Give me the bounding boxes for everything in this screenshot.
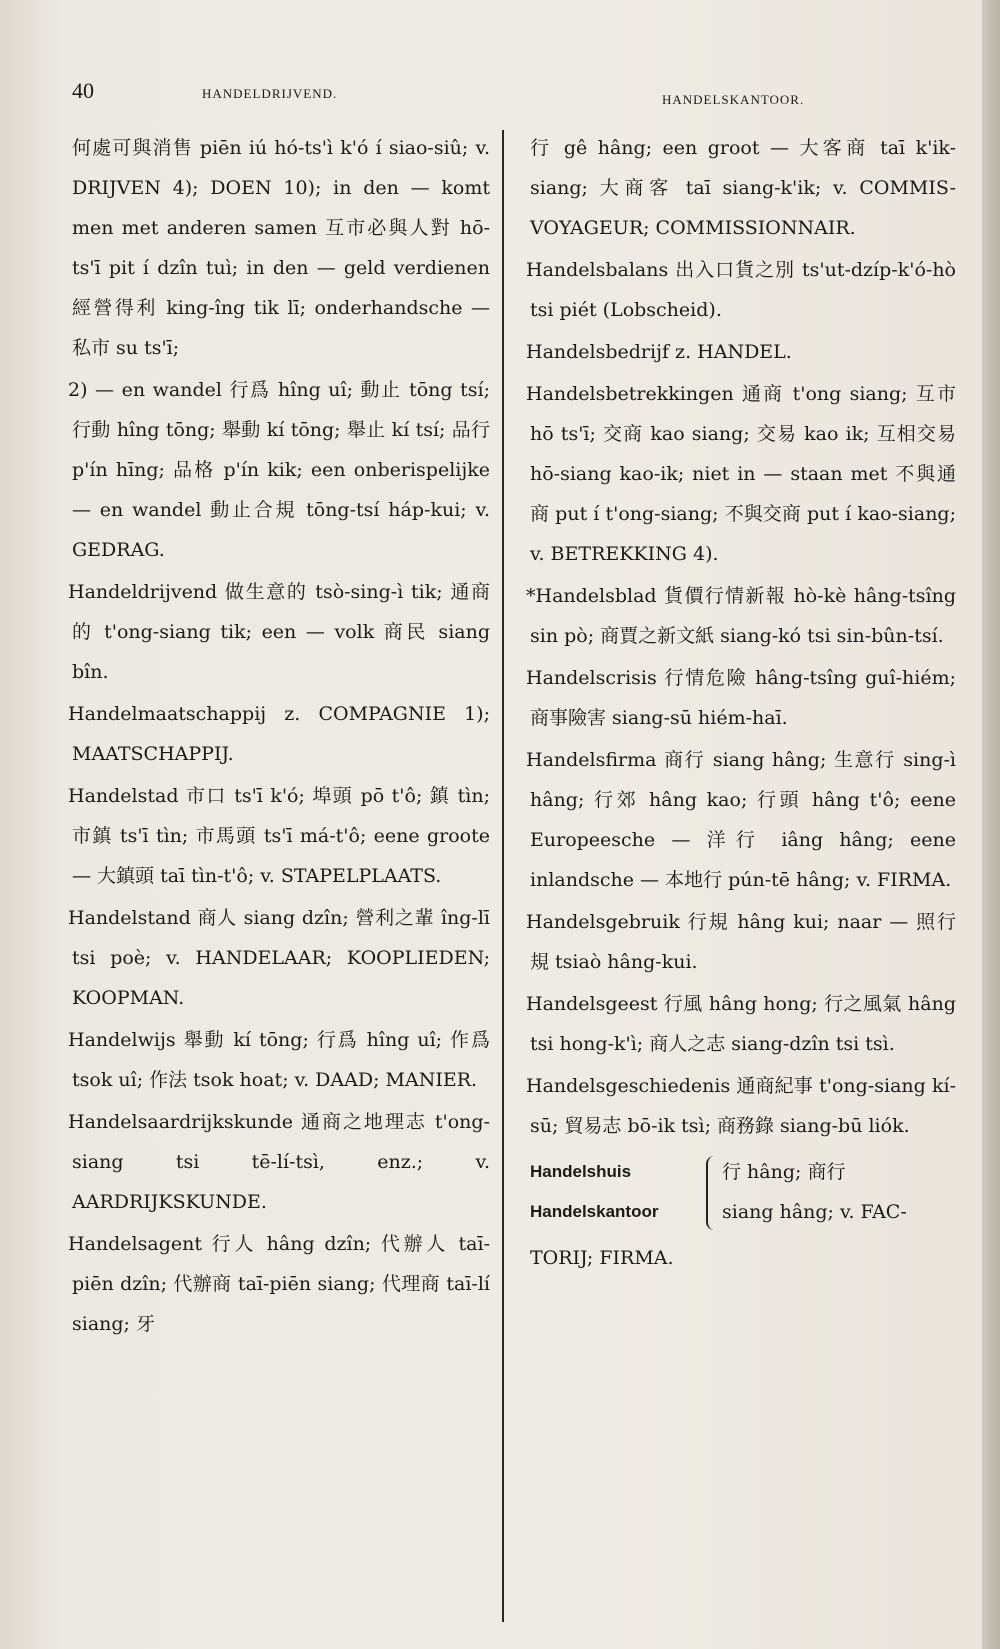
page-header [72,78,872,108]
entry-handelsbedrijf: Handelsbedrijf z. HANDEL. [526,341,792,363]
entry-handelscrisis: Handelscrisis 行情危險 hâng-tsîng guî-hiém; 商事險害 siang-sū hiém-haī. [526,667,956,729]
right-column [526,128,956,1280]
entry-handelsbetrekkingen: Handelsbetrekkingen 通商 t'ong siang; 互市 hō ts'ī; 交商 kao siang; 交易 kao ik; 互相交易 hō-siang kao-ik; niet in — staan met 不與通商 put í t'ong-siang; 不與交商 put í kao-siang; v. BETREKKING 4). [526,383,956,565]
headword-handelskantoor: Handelskantoor [530,1202,659,1221]
entry-handelskantoor-continued: TORIJ; FIRMA. [530,1247,674,1269]
entry-handelsagent: Handelsagent 行人 hâng dzîn; 代辦人 taī-piēn dzîn; 代辦商 taī-piēn siang; 代理商 taī-lí siang; 牙 [68,1233,490,1335]
entry-handel-wandel: 2) — en wandel 行爲 hîng uî; 動止 tōng tsí; 行動 hîng tōng; 舉動 kí tōng; 舉止 kí tsí; 品行 p'ín hīng; 品格 p'ín kik; een onberispelijke — en wandel 動止合規 tōng-tsí háp-kui; v. GEDRAG. [68,379,490,561]
entry-handelsaardrijkskunde: Handelsaardrijkskunde 通商之地理志 t'ong-siang tsi tē-lí-tsì, enz.; v. AARDRIJKSKUNDE. [68,1111,490,1213]
book-spine-shadow [982,0,1000,1649]
header-left-title: HANDELDRIJVEND. [202,86,338,101]
entry-handelsgeschiedenis: Handelsgeschiedenis 通商紀事 t'ong-siang kí-sū; 貿易志 bō-ik tsì; 商務錄 siang-bū liók. [526,1075,956,1137]
entry-handelsblad: *Handelsblad 貨價行情新報 hò-kè hâng-tsîng sin pò; 商賈之新文紙 siang-kó tsi sin-bûn-tsí. [526,585,956,647]
brace-definition-line-2: siang hâng; v. FAC- [722,1201,907,1223]
header-right-title: HANDELSKANTOOR. [662,92,805,107]
entry-handelsfirma: Handelsfirma 商行 siang hâng; 生意行 sing-ì hâng; 行郊 hâng kao; 行頭 hâng t'ô; eene Europeesche — 洋行 iâng hâng; eene inlandsche — 本地行 pún-tē hâng; v. FIRMA. [526,749,956,891]
entry-handelsbalans: Handelsbalans 出入口貨之別 ts'ut-dzíp-k'ó-hò tsi piét (Lobscheid). [526,259,956,321]
entry-handelmaatschappij: Handelmaatschappij z. COMPAGNIE 1); MAATSCHAPPIJ. [68,703,490,765]
entry-handelstad: Handelstad 市口 ts'ī k'ó; 埠頭 pō t'ô; 鎮 tìn; 市鎮 ts'ī tìn; 市馬頭 ts'ī má-t'ô; eene groote — 大鎮頭 taī tìn-t'ô; v. STAPELPLAATS. [68,785,490,887]
brace-definition-line-1: 行 hâng; 商行 [722,1161,846,1183]
entry-handelwijs: Handelwijs 舉動 kí tōng; 行爲 hîng uî; 作爲 tsok uî; 作法 tsok hoat; v. DAAD; MANIER. [68,1029,490,1091]
entry-handelsgeest: Handelsgeest 行風 hâng hong; 行之風氣 hâng tsi hong-k'ì; 商人之志 siang-dzîn tsi tsì. [526,993,956,1055]
entry-handelstand: Handelstand 商人 siang dzîn; 營利之輩 îng-lī tsi poè; v. HANDELAAR; KOOPLIEDEN; KOOPMAN. [68,907,490,1009]
left-column [68,128,490,1346]
column-divider [502,130,504,1622]
entry-handelsagent-continued: 行 gê hâng; een groot — 大客商 taī k'ik-siang; 大商客 taī siang-k'ik; v. COMMIS-VOYAGEUR; COMMISSIONNAIR. [530,137,956,239]
entry-handelsgebruik: Handelsgebruik 行規 hâng kui; naar — 照行規 tsiaò hâng-kui. [526,911,956,973]
entry-handelshuis-handelskantoor [530,1152,956,1238]
page-number: 40 [72,78,94,103]
brace-bracket [706,1156,718,1230]
entry-handeldrijvend: Handeldrijvend 做生意的 tsò-sing-ì tik; 通商的 t'ong-siang tik; een — volk 商民 siang bîn. [68,581,490,683]
entry-handel-continued: 何處可與消售 piēn iú hó-ts'ì k'ó í siao-siû; v. DRIJVEN 4); DOEN 10); in den — komt men met anderen samen 互市必與人對 hō-ts'ī pit í dzîn tuì; in den — geld verdienen 經營得利 king-îng tik lī; onderhandsche — 私市 su ts'ī; [72,137,490,359]
headword-handelshuis: Handelshuis [530,1162,632,1181]
